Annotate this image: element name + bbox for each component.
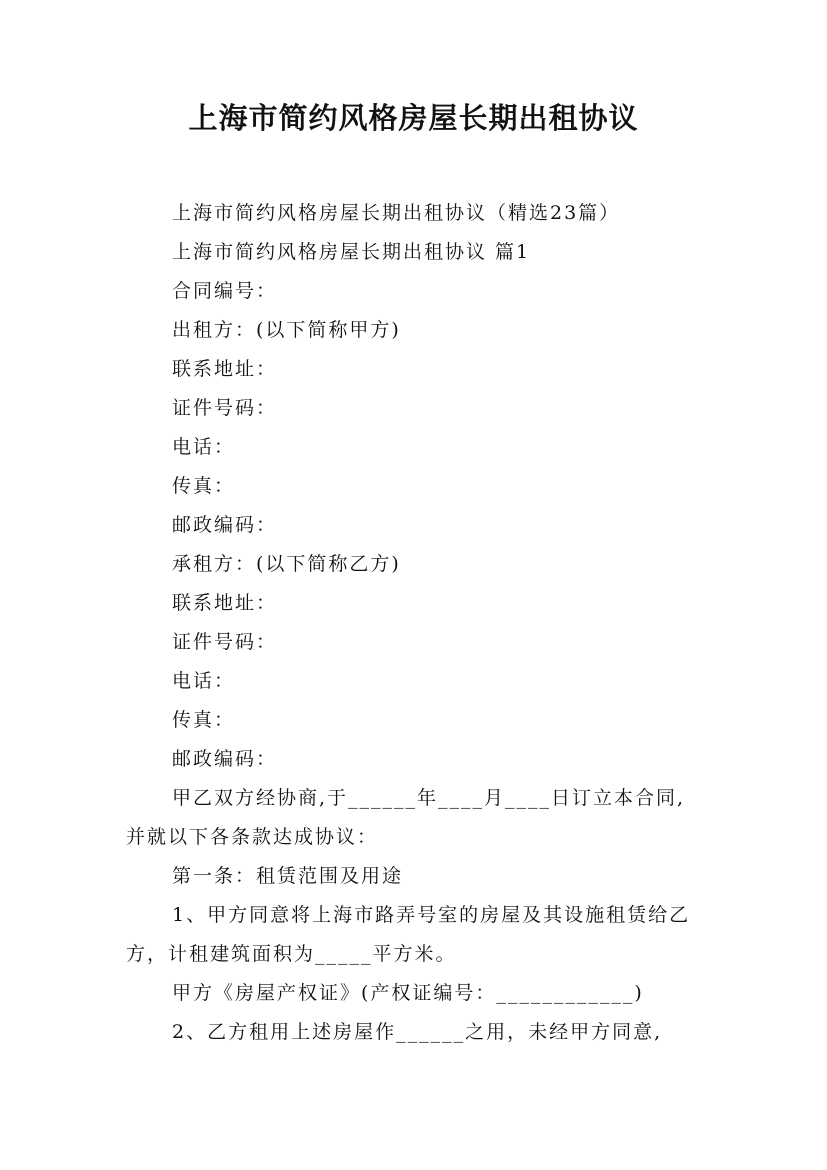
paragraph-clause-1: 1、甲方同意将上海市路弄号室的房屋及其设施租赁给乙方，计租建筑面积为_____平方米。 <box>126 904 691 965</box>
paragraph-lessee-fax: 传真： <box>172 709 236 731</box>
paragraph-lessee-postcode: 邮政编码： <box>172 748 278 770</box>
paragraph-subtitle: 上海市简约风格房屋长期出租协议（精选23篇） <box>172 202 621 224</box>
document-title: 上海市简约风格房屋长期出租协议 <box>188 101 639 135</box>
paragraph-lessee-phone: 电话： <box>172 670 236 692</box>
document-body <box>126 194 706 1052</box>
paragraph-property-certificate: 甲方《房屋产权证》(产权证编号：____________) <box>172 982 644 1004</box>
paragraph-lessor-postcode: 邮政编码： <box>172 514 278 536</box>
paragraph-lessee-address: 联系地址： <box>172 592 278 614</box>
paragraph-clause-2: 2、乙方租用上述房屋作______之用，未经甲方同意, <box>172 1021 663 1043</box>
paragraph-article-one: 第一条：租赁范围及用途 <box>172 865 404 887</box>
paragraph-lessor-address: 联系地址： <box>172 358 278 380</box>
paragraph-section-heading: 上海市简约风格房屋长期出租协议 篇1 <box>172 241 531 263</box>
paragraph-agreement-intro: 甲乙双方经协商,于______年____月____日订立本合同,并就以下各条款达成协议： <box>126 787 686 848</box>
paragraph-lessee: 承租方：(以下简称乙方) <box>172 553 401 575</box>
paragraph-lessor: 出租方：(以下简称甲方) <box>172 319 401 341</box>
paragraph-lessor-fax: 传真： <box>172 475 236 497</box>
paragraph-lessee-id: 证件号码： <box>172 631 278 653</box>
paragraph-contract-number: 合同编号： <box>172 280 278 302</box>
paragraph-lessor-id: 证件号码： <box>172 397 278 419</box>
paragraph-lessor-phone: 电话： <box>172 436 236 458</box>
